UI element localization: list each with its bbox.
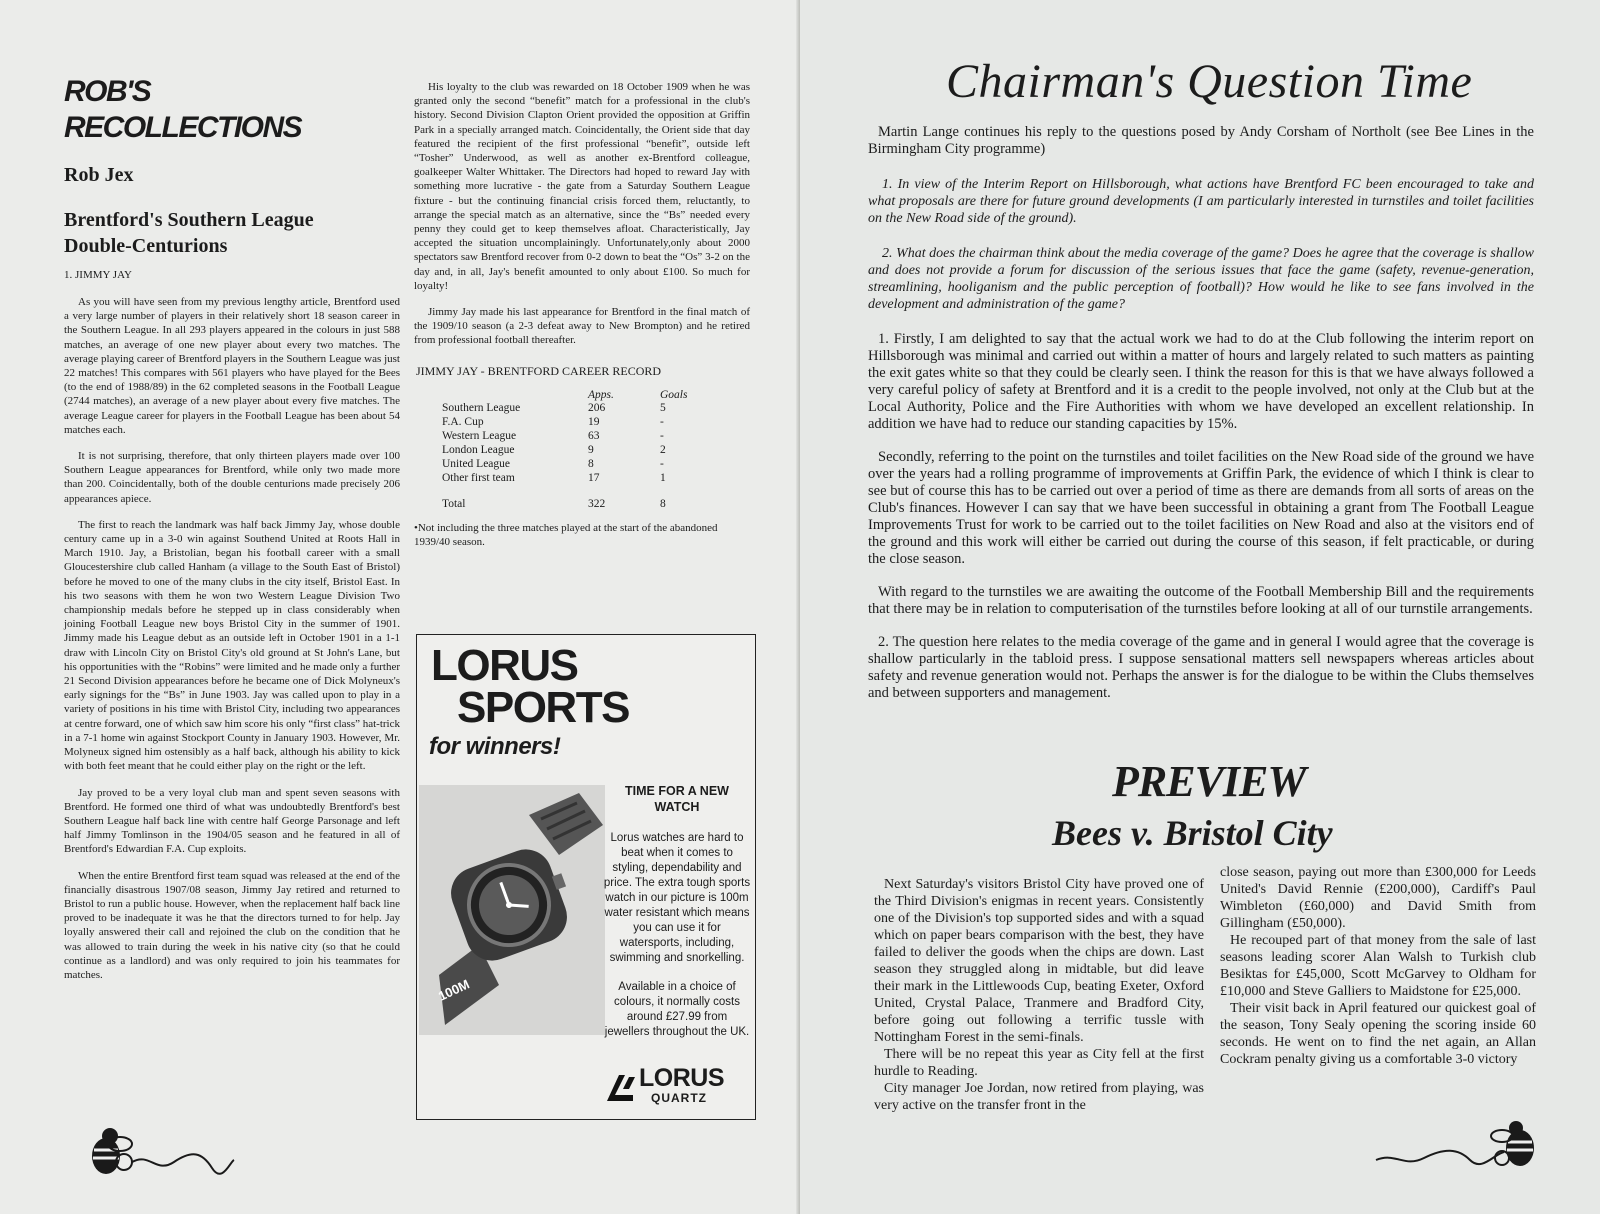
table-total-row: Total 322 8 <box>442 497 666 510</box>
brand-name: LORUS <box>639 1064 724 1092</box>
chairman-column <box>868 124 1534 702</box>
preview-paragraph: Next Saturday's visitors Bristol City have proved one of the Third Division's enigmas in recent years. Consistently one of the Division's top supported sides and with a squad which on paper bears comparison with the best, they have failed to deliver the goods when the chips are down. Last season they struggled along in midtable, but did leave their mark in the Littlewoods Cup, beating Exeter, Oxford United, Crystal Palace, Tranmere and Bradford City, before going out following a terrific tussle with Nottingham Forest in the semi-finals. <box>874 877 1204 1045</box>
article-paragraph: When the entire Brentford first team squad was released at the end of the financially disastrous 1907/08 season, Jimmy Jay retired and returned to Bristol to run a public house. However, when the replacement half back line proved to be inadequate it was he that the directors turned to for help. Jay loyally answered their call and rejoined the club on the condition that he was allowed to train during the week in his native city (so that he could continue as a landlord) and was only required to join his teammates for matches. <box>64 869 400 981</box>
preview-paragraph: He recouped part of that money from the sale of last seasons leading scorer Alan Walsh to Turkish club Besiktas for £45,000, Scott McGarvey to Oldham for £10,000 and Steve Galliers to Maidstone for £25,000. <box>1220 933 1536 999</box>
preview-paragraph: close season, paying out more than £300,000 for Leeds United's David Rennie (£200,000), Cardiff's Paul Wimbleton (£60,000) and David Smith from Gillingham (£50,000). <box>1220 865 1536 931</box>
answer-paragraph: Secondly, referring to the point on the turnstiles and toilet facilities on the New Road side of the ground we have over the years had a rolling programme of improvements at Griffin Park, the evidence of which I think is clear to see but of course this has to be carried out over a period of time as there are demands from all sorts of areas on the Club's finances. However I can say that we have been successful in obtaining a grant from The Football League Improvements Trust for work to be carried out to the toilet facilities on New Road and also at the visitors end of the ground and this work will either be carried out during the course of this season, if felt practicable, or during the close season. <box>868 449 1534 567</box>
ad-logo-sports: SPORTS <box>457 683 629 732</box>
article-paragraph: The first to reach the landmark was half back Jimmy Jay, whose double century came up in a 3-0 win against Southend United at Roots Hall in March 1910. Jay, a Bristolian, began his football career with a small Gloucestershire club called Hanham (a village to the South East of Bristol) before he moved to one of the many clubs in the city itself, Bristol East. In his two seasons with them he won two Western League Division Two championship medals before he stepped up in class considerably when joining Football League new boys Bristol City in the summer of 1901. Jimmy made his League debut as an outside left in October 1901 in a 1-1 draw with Lincoln City on Bristol City's old ground at St John's Lane, but his opportunities with the “Robins” were limited and he made only a further 21 Second Division appearances before he became one of Dick Molyneux's early signings for the “Bs” in June 1903. Jay was called upon to play in a variety of positions in his time with Bristol City, including two appearances at centre forward, one of which saw him score his only “first class” hat-trick in a 7-1 home win against Stockport County in January 1903. However, Mr. Molyneux signed him ostensibly as a half back, although his ability to kick with both feet meant that he could either play on the right or the left. <box>64 518 400 773</box>
ad-copy <box>603 783 751 1040</box>
ad-paragraph: Available in a choice of colours, it normally costs around £27.99 from jewellers throughout the UK. <box>604 981 750 1038</box>
lorus-advert <box>416 634 756 1120</box>
record-footnote: •Not including the three matches played at the start of the abandoned 1939/40 season. <box>414 521 718 548</box>
preview-paragraph: Their visit back in April featured our quickest goal of the season, Tony Sealy opening the scoring inside 60 seconds. He went on to find the net again, an Allan Cockram penalty giving us a comfortable 3-0 victory <box>1220 1001 1536 1067</box>
article-paragraph: Jay proved to be a very loyal club man and spent seven seasons with Brentford. He formed one third of what was undoubtedly Brentford's best Southern League half back line with centre half George Parsonage and left half Jimmy Tomlinson in the 1904/05 season and he featured in all of Brentford's Edwardian F.A. Cup exploits. <box>64 786 400 856</box>
watch-illustration <box>419 785 605 1035</box>
table-row: Other first team 17 1 <box>442 471 666 484</box>
table-row: Western League 63 - <box>442 429 664 442</box>
article-title: Brentford's Southern League Double-Centurions <box>64 209 314 257</box>
article-paragraph: As you will have seen from my previous lengthy article, Brentford used a very large number of players in their relatively short 18 season career in the Southern League. In all 293 players appeared in the colours in just 588 matches, an average of one new player about every two matches. The average playing career of Brentford players in the Southern League was just 22 matches! This compares with 561 players who have played for the Bees (to the end of 1988/89) in the 62 completed seasons in the Football League (2744 matches), an average of a new player about every five matches. The average League career for players in the Football League has been about 54 matches each. <box>64 296 400 436</box>
article-paragraph: His loyalty to the club was rewarded on 18 October 1909 when he was granted only the second “benefit” match for a professional in the club's history. Second Division Clapton Orient provided the opposition at Griffin Park in a specially arranged match. Coincidentally, the Orient side that day featured the recipient of the first professional “benefit”, outside left “Tosher” Underwood, as well as another ex-Brentford colleague, goalkeeper Walter Whittaker. The Directors had hoped to reward Jay with something more lucrative - the gate from a Saturday Southern League fixture - but the continuing financial crisis forced them, reluctantly, to arrange the special match as an alternative, since the “Bs” needed every penny they could get to keep themselves afloat. Characteristically, Jay accepted the situation uncomplainingly. Unfortunately,only about 2000 spectators saw Brentford recover from 0-2 down to beat the “Os” 3-2 on the day and, in all, Jay's benefit amounted to only about £100. So much for loyalty! <box>414 81 750 292</box>
table-header-row <box>442 389 687 401</box>
bee-mascot-icon <box>84 1122 244 1182</box>
column-header: Goals <box>660 388 688 401</box>
preview-paragraph: City manager Joe Jordan, now retired from playing, was very active on the transfer front in the <box>874 1081 1204 1113</box>
article-paragraph: It is not surprising, therefore, that only thirteen players made over 100 Southern League appearances for Brentford, while only two made more than 200. Coincidentally, both of the double centurions made precisely 206 appearances apiece. <box>64 450 400 505</box>
ad-heading: TIME FOR A NEW WATCH <box>625 784 729 814</box>
column-header <box>442 389 588 401</box>
preview-paragraph: There will be no repeat this year as City fell at the first hurdle to Reading. <box>874 1047 1204 1079</box>
lorus-logo-icon <box>603 1071 637 1105</box>
brand-sub: QUARTZ <box>651 1091 707 1105</box>
article-column-2 <box>414 80 750 549</box>
ad-slogan: for winners! <box>429 733 561 760</box>
masthead-title: ROB'S RECOLLECTIONS <box>64 75 302 144</box>
table-row: F.A. Cup 19 - <box>442 415 664 428</box>
answer-paragraph: 1. Firstly, I am delighted to say that the actual work we had to do at the Club following the interim report on Hillsborough was minimal and carried out within a matter of hours and largely related to such matters as painting the exit gates white so that they could be clearly seen. I think the reason for this is that we have always followed a very careful policy of safety at Brentford and it is a credit to the people involved, not only at the Club but at the Local Authority, Police and the Fire Authorities with whom we have developed an excellent relationship. In addition we have had to reduce our standing capacities by 15%. <box>868 331 1534 432</box>
column-header: Apps. <box>588 388 614 401</box>
intro-paragraph: Martin Lange continues his reply to the questions posed by Andy Corsham of Northolt (see Bee Lines in the Birmingham City programme) <box>868 124 1534 157</box>
answer-paragraph: 2. The question here relates to the media coverage of the game and in general I would agree that the coverage is shallow particularly in the tabloid press. I suppose sensational matters sell newspapers whereas articles about safety and revenue generation would not. Perhaps the answer is for the dialogue to be within the Clubs themselves and between supporters and management. <box>868 634 1534 701</box>
question-paragraph: 2. What does the chairman think about the media coverage of the game? Does he agree that the coverage is shallow and does not provide a forum for discussion of the serious issues that face the game (safety, revenue-generation, streamlining, hooliganism and the public perception of football)? How would he like to see fans involved in the development and administration of the game? <box>868 246 1534 312</box>
section-heading: 1. JIMMY JAY <box>64 269 132 281</box>
article-paragraph: Jimmy Jay made his last appearance for Brentford in the final match of the 1909/10 season (a 2-3 defeat away to New Brompton) and he retired from professional football thereafter. <box>414 306 750 347</box>
ad-paragraph: Lorus watches are hard to beat when it comes to styling, dependability and price. The extra tough sports watch in our picture is 100m water resistant which means you can use it for watersports, including, swimming and snorkelling. <box>603 832 751 964</box>
author-name: Rob Jex <box>64 164 134 186</box>
bee-mascot-icon <box>1370 1118 1540 1178</box>
preview-column-1 <box>874 876 1204 1114</box>
career-record-table <box>442 389 687 511</box>
chairman-title: Chairman's Question Time <box>946 55 1473 108</box>
lorus-quartz-logo <box>603 1065 733 1109</box>
table-row: United League 8 - <box>442 457 664 470</box>
preview-subtitle: Bees v. Bristol City <box>1052 813 1333 853</box>
table-row: London League 9 2 <box>442 443 666 456</box>
article-column-1 <box>64 74 400 982</box>
table-row: Southern League 206 5 <box>442 401 666 414</box>
preview-column-2 <box>1220 864 1536 1068</box>
question-paragraph: 1. In view of the Interim Report on Hillsborough, what actions have Brentford FC been encouraged to take and what proposals are there for future ground developments (I am particularly interested in turnstiles and toilet facilities on the New Road side of the ground). <box>868 177 1534 226</box>
preview-title: PREVIEW <box>1112 757 1306 806</box>
ad-logo-lorus: LORUS <box>431 641 578 690</box>
answer-paragraph: With regard to the turnstiles we are awaiting the outcome of the Football Membership Bill and the requirements that there may be in relation to computerisation of the turnstiles before looking at all of our turnstile arrangements. <box>868 584 1534 617</box>
career-record-title: JIMMY JAY - BRENTFORD CAREER RECORD <box>416 363 662 378</box>
watch-label: 100M <box>435 976 472 1004</box>
